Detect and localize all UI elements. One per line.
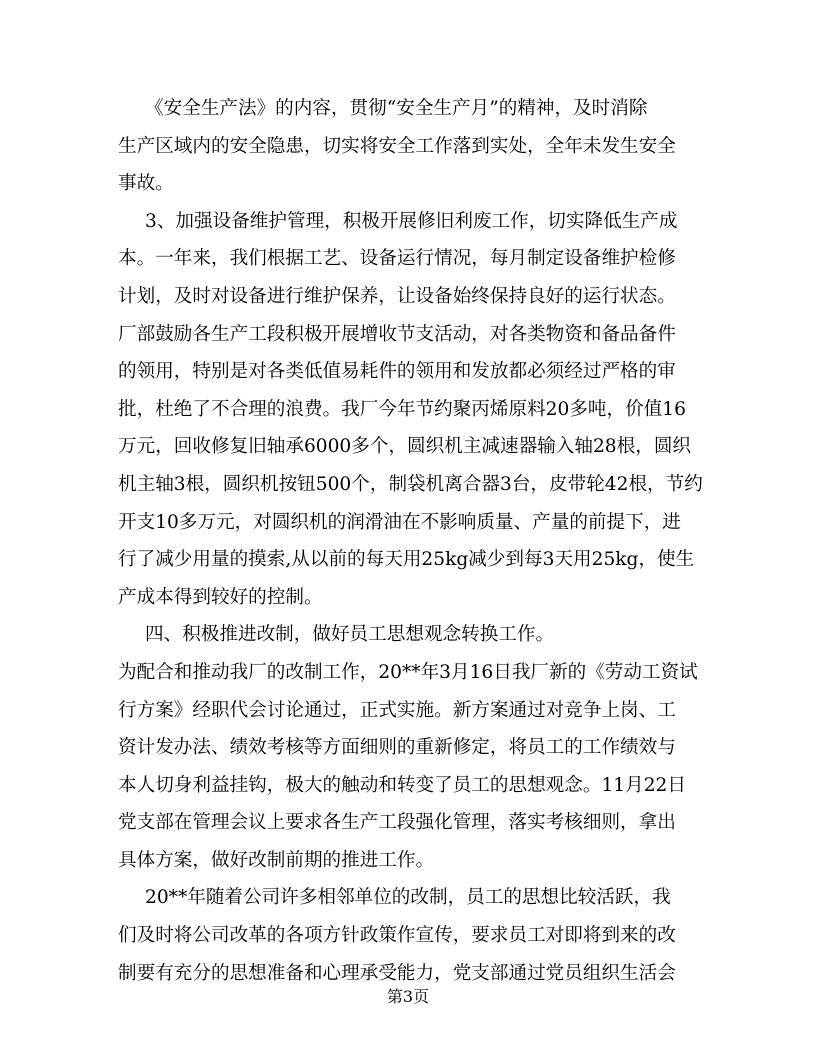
text-line: 资计发办法、绩效考核等方面细则的重新修定，将员工的工作绩效与	[118, 737, 676, 759]
text-line: 产成本得到较好的控制。	[118, 586, 323, 608]
text-line: 为配合和推动我厂的改制工作，20**年3月16日我厂新的《劳动工资试	[118, 661, 698, 683]
text-line: 本人切身利益挂钩，极大的触动和转变了员工的思想观念。11月22日	[118, 774, 686, 796]
text-line: 计划，及时对设备进行维护保养，让设备始终保持良好的运行状态。	[118, 285, 676, 307]
text-line: 开支10多万元，对圆织机的润滑油在不影响质量、产量的前提下，进	[118, 511, 681, 533]
body-text	[118, 90, 703, 992]
text-line: 机主轴3根，圆织机按钮500个，制袋机离合器3台，皮带轮42根，节约	[118, 473, 703, 495]
text-line: 的领用，特别是对各类低值易耗件的领用和发放都必须经过严格的审	[118, 361, 676, 383]
text-line: 20**年随着公司许多相邻单位的改制，员工的思想比较活跃，我	[145, 887, 671, 909]
section-heading: 四、积极推进改制，做好员工思想观念转换工作。	[145, 624, 555, 646]
text-line: 们及时将公司改革的各项方针政策作宣传，要求员工对即将到来的改	[118, 925, 676, 947]
text-line: 行方案》经职代会讨论通过，正式实施。新方案通过对竞争上岗、工	[118, 699, 676, 721]
text-line: 万元，回收修复旧轴承6000多个，圆织机主减速器输入轴28根，圆织	[118, 436, 692, 458]
text-line: 3、加强设备维护管理，积极开展修旧利废工作，切实降低生产成	[145, 210, 678, 232]
page-number: 第3页	[386, 987, 430, 1006]
text-line: 具体方案，做好改制前期的推进工作。	[118, 849, 435, 871]
text-line: 本。一年来，我们根据工艺、设备运行情况，每月制定设备维护检修	[118, 248, 676, 270]
text-line: 厂部鼓励各生产工段积极开展增收节支活动，对各类物资和备品备件	[118, 323, 676, 345]
text-line: 《安全生产法》的内容，贯彻“安全生产月”的精神，及时消除	[145, 98, 648, 119]
text-line: 生产区域内的安全隐患，切实将安全工作落到实处，全年未发生安全	[118, 135, 676, 157]
text-line: 行了减少用量的摸索,从以前的每天用25kg减少到每3天用25kg，使生	[118, 549, 695, 571]
text-line: 事故。	[118, 173, 174, 195]
text-line: 党支部在管理会议上要求各生产工段强化管理，落实考核细则，拿出	[118, 812, 676, 834]
text-line: 制要有充分的思想准备和心理承受能力，党支部通过党员组织生活会	[118, 962, 676, 984]
text-line: 批，杜绝了不合理的浪费。我厂今年节约聚丙烯原料20多吨，价值16	[118, 398, 686, 420]
